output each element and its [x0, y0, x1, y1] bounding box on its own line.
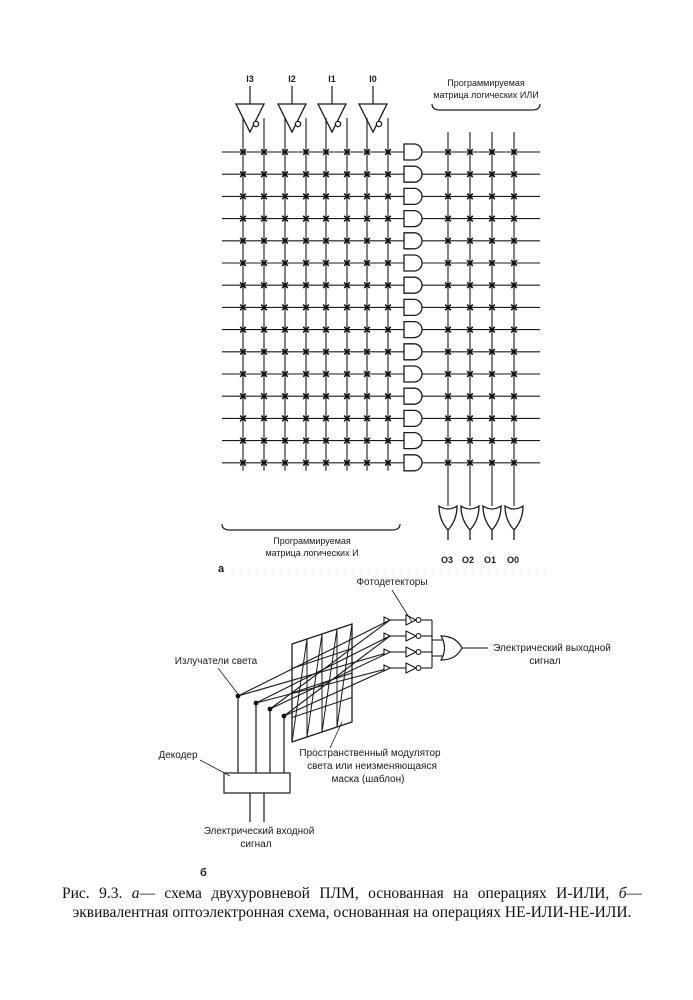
arrowhead-icon: [384, 665, 390, 671]
inverter-bubble-icon: [335, 121, 340, 126]
panel-b-label: б: [200, 867, 207, 879]
and-gate-icon: [404, 322, 422, 338]
or-matrix-label-line2: матрица логических ИЛИ: [433, 90, 539, 100]
modulator-label-line1: Пространственный модулятор: [299, 748, 441, 759]
and-gate-icon: [404, 211, 422, 227]
output-label-o3: O3: [440, 555, 454, 565]
input-label-i2: I2: [288, 74, 296, 84]
and-gate-icon: [404, 299, 422, 315]
or-gate-icon: [439, 506, 457, 530]
input-label-i1: I1: [328, 74, 336, 84]
and-gate-icon: [404, 233, 422, 249]
decoder-box: [224, 773, 290, 793]
optoelectronic-schematic: [158, 577, 610, 879]
and-matrix-label-line1: Программируемая: [273, 536, 351, 546]
input-label-i3: I3: [246, 74, 254, 84]
or-gate-icon: [461, 506, 479, 530]
caption-text-b: — эквивалентная оптоэлектронная схема, основанная на операциях НЕ-ИЛИ-НЕ-ИЛИ.: [72, 885, 643, 921]
inverter-bubble-icon: [416, 634, 421, 639]
and-gate-icon: [404, 455, 422, 471]
output-label-o0: O0: [506, 555, 520, 565]
inverter-bubble-icon: [253, 121, 258, 126]
inverter-bubble-icon: [295, 121, 300, 126]
caption-number: Рис. 9.3.: [62, 885, 123, 902]
output-label-o1: O1: [483, 555, 497, 565]
decoder-label: Декодер: [158, 750, 198, 761]
and-gate-icon: [404, 410, 422, 426]
output-signal-label-line1: Электрический выходной: [493, 643, 611, 654]
caption-marker-b: б: [618, 885, 627, 902]
and-gate-icon: [404, 366, 422, 382]
and-gate-icon: [404, 433, 422, 449]
arrowhead-icon: [384, 633, 390, 639]
and-gate-icon: [404, 388, 422, 404]
input-signal-label-line2: сигнал: [240, 839, 272, 850]
and-gate-icon: [404, 344, 422, 360]
or-matrix-label-line1: Программируемая: [447, 78, 525, 88]
inverter-bubble-icon: [416, 618, 421, 623]
output-signal-label-line2: сигнал: [529, 656, 561, 667]
inverter-bubble-icon: [376, 121, 381, 126]
not-gate-icon: [406, 647, 416, 657]
buffer-icon: [359, 104, 387, 132]
pla-schematic: [218, 74, 546, 575]
modulator-label-line3: маска (шаблон): [331, 774, 405, 785]
and-gate-icon: [404, 255, 422, 271]
arrowhead-icon: [384, 617, 390, 623]
panel-a-label: а: [218, 563, 225, 575]
buffer-icon: [236, 104, 264, 132]
modulator-label-line2: света или неизменяющаяся: [307, 761, 437, 772]
light-emitters-label: Излучатели света: [174, 656, 258, 667]
not-gate-icon: [406, 631, 416, 641]
input-signal-label-line1: Электрический входной: [203, 826, 315, 837]
buffer-icon: [278, 104, 306, 132]
caption-marker-a: а: [131, 885, 140, 902]
inverter-bubble-icon: [416, 666, 421, 671]
output-label-o2: O2: [461, 555, 475, 565]
inverter-bubble-icon: [416, 650, 421, 655]
and-gate-icon: [404, 188, 422, 204]
caption-text-a: — схема двухуровневой ПЛМ, основанная на операциях И-ИЛИ,: [139, 885, 610, 902]
or-matrix-brace: [432, 104, 540, 110]
or-gate-icon: [483, 506, 501, 530]
and-matrix-brace: [222, 524, 400, 530]
or-gate-icon: [505, 506, 523, 530]
and-gate-icon: [404, 277, 422, 293]
figure-caption: [62, 884, 642, 922]
and-gate-icon: [404, 144, 422, 160]
buffer-icon: [318, 104, 346, 132]
input-label-i0: I0: [369, 74, 377, 84]
photodetectors-label: Фотодетекторы: [356, 577, 428, 588]
not-gate-icon: [406, 663, 416, 673]
and-matrix-label-line2: матрица логических И: [265, 548, 359, 558]
and-gate-icon: [404, 166, 422, 182]
arrowhead-icon: [384, 649, 390, 655]
